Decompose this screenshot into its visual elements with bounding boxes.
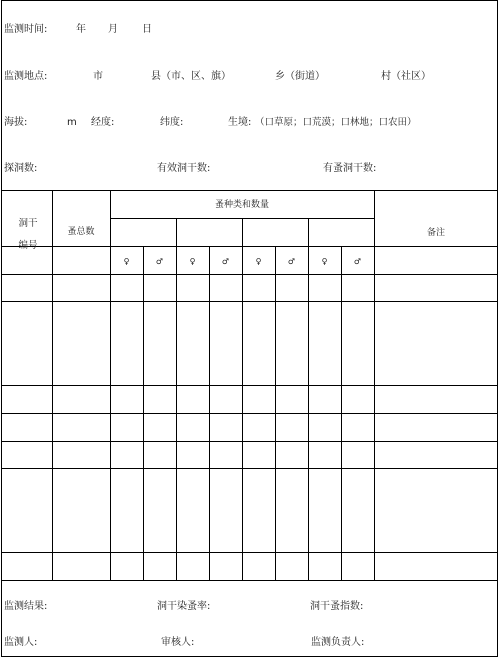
flea-holes-label: 有蚤洞干数: <box>323 163 377 174</box>
col-divider <box>110 190 111 580</box>
col-divider <box>341 246 342 580</box>
col-divider <box>275 246 276 580</box>
col-divider <box>52 190 53 580</box>
col-divider <box>308 218 309 580</box>
latitude-label: 纬度: <box>160 117 184 128</box>
holes-probed-label: 探洞数: <box>4 163 38 174</box>
table-row-line <box>1 441 498 442</box>
col-divider <box>143 246 144 580</box>
sex-male: ♂ <box>155 257 164 266</box>
habitat-options: （口草原；口荒漠；口林地；口农田） <box>255 117 417 128</box>
altitude-unit: m <box>67 117 77 128</box>
habitat-label: 生境: <box>228 117 252 128</box>
sex-female: ♀ <box>189 257 196 266</box>
table-top-border <box>1 190 498 191</box>
record-form <box>1 0 498 657</box>
date-label: 监测时间: <box>4 24 48 35</box>
longitude-label: 经度: <box>91 117 115 128</box>
year-label: 年 <box>76 24 86 35</box>
month-label: 月 <box>108 24 118 35</box>
col-species: 蚤种类和数量 <box>214 200 269 210</box>
sex-female: ♀ <box>123 257 130 266</box>
city-label: 市 <box>93 71 103 82</box>
supervisor-label: 监测负责人: <box>311 637 365 648</box>
table-row-line <box>1 274 498 275</box>
infection-rate-label: 洞干染蚤率: <box>157 601 211 612</box>
sex-female: ♀ <box>255 257 262 266</box>
day-label: 日 <box>142 24 152 35</box>
flea-index-label: 洞干蚤指数: <box>310 601 364 612</box>
sex-male: ♂ <box>221 257 230 266</box>
location-label: 监测地点: <box>4 71 48 82</box>
township-label: 乡（街道） <box>275 71 325 82</box>
village-label: 村（社区） <box>381 71 431 82</box>
col-divider <box>374 190 375 580</box>
county-label: 县（市、区、旗） <box>151 71 231 82</box>
altitude-label: 海拔: <box>4 117 28 128</box>
col-hole-id: 洞干编号 <box>18 218 38 251</box>
table-row-line <box>1 413 498 414</box>
col-divider <box>209 246 210 580</box>
table-row-line <box>1 552 498 553</box>
col-divider <box>176 218 177 580</box>
col-notes: 备注 <box>426 228 445 238</box>
table-row-line <box>1 468 498 469</box>
table-row-line <box>1 301 498 302</box>
col-flea-total: 蚤总数 <box>67 227 95 237</box>
table-row-line <box>1 385 498 386</box>
sex-male: ♂ <box>287 257 296 266</box>
valid-holes-label: 有效洞干数: <box>157 163 211 174</box>
result-label: 监测结果: <box>4 601 48 612</box>
reviewer-label: 审核人: <box>161 637 195 648</box>
table-row-line <box>1 246 498 247</box>
col-divider <box>242 218 243 580</box>
sex-male: ♂ <box>353 257 362 266</box>
sex-female: ♀ <box>321 257 328 266</box>
monitor-person-label: 监测人: <box>4 637 38 648</box>
table-bottom-border <box>1 580 498 581</box>
